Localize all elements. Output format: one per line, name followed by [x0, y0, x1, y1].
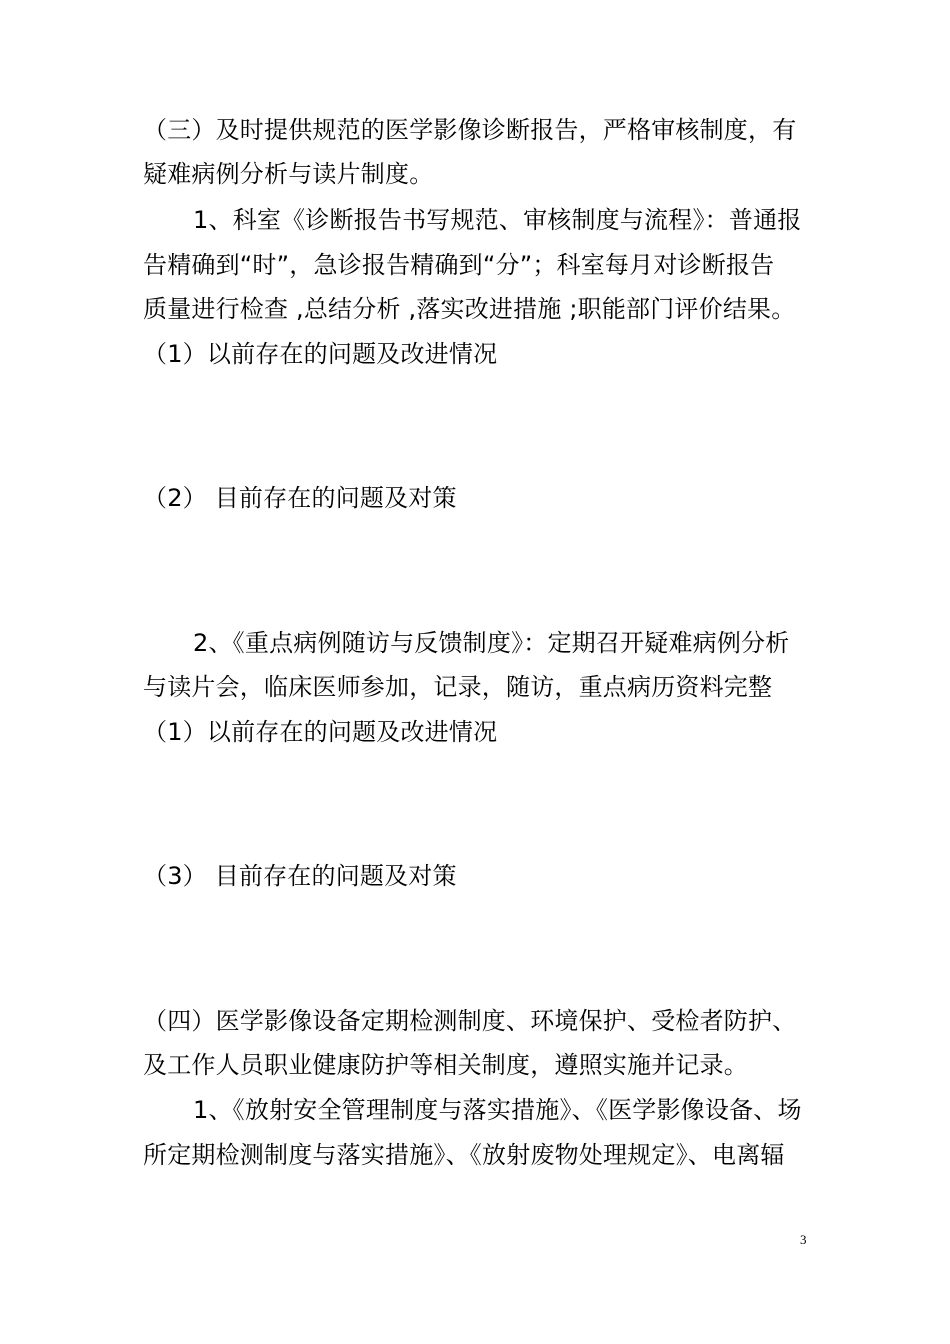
item-1-text-line-2: 告精确到“时”，急诊报告精确到“分”；科室每月对诊断报告	[143, 251, 775, 279]
section-4-heading-line-1: （四）医学影像设备定期检测制度、环境保护、受检者防护、	[143, 1007, 797, 1035]
section-3-heading-line-1: （三）及时提供规范的医学影像诊断报告，严格审核制度，有	[143, 116, 797, 144]
section-4-item-1-line-2: 所定期检测制度与落实措施》、《放射废物处理规定》、电离辐	[143, 1141, 785, 1169]
page-number: 3	[800, 1232, 807, 1247]
item-2-sub-1-heading: （1）以前存在的问题及改进情况	[143, 718, 498, 746]
item-1-text-line-3: 质量进行检查 ,总结分析 ,落实改进措施 ;职能部门评价结果。	[143, 295, 796, 323]
item-2-text-line-1: 2、《重点病例随访与反馈制度》：定期召开疑难病例分析	[193, 629, 790, 657]
section-4-heading-line-2: 及工作人员职业健康防护等相关制度，遵照实施并记录。	[143, 1051, 748, 1079]
item-1-sub-2-heading: （2） 目前存在的问题及对策	[143, 484, 457, 512]
section-4-item-1-line-1: 1、《放射安全管理制度与落实措施》、《医学影像设备、场	[193, 1096, 802, 1124]
item-1-sub-1-heading: （1）以前存在的问题及改进情况	[143, 340, 498, 368]
item-2-sub-3-heading: （3） 目前存在的问题及对策	[143, 862, 457, 890]
section-3-heading-line-2: 疑难病例分析与读片制度。	[143, 160, 434, 188]
item-1-text-line-1: 1、科室《诊断报告书写规范、审核制度与流程》：普通报	[193, 206, 802, 234]
item-2-text-line-2: 与读片会，临床医师参加，记录，随访，重点病历资料完整	[143, 673, 773, 701]
